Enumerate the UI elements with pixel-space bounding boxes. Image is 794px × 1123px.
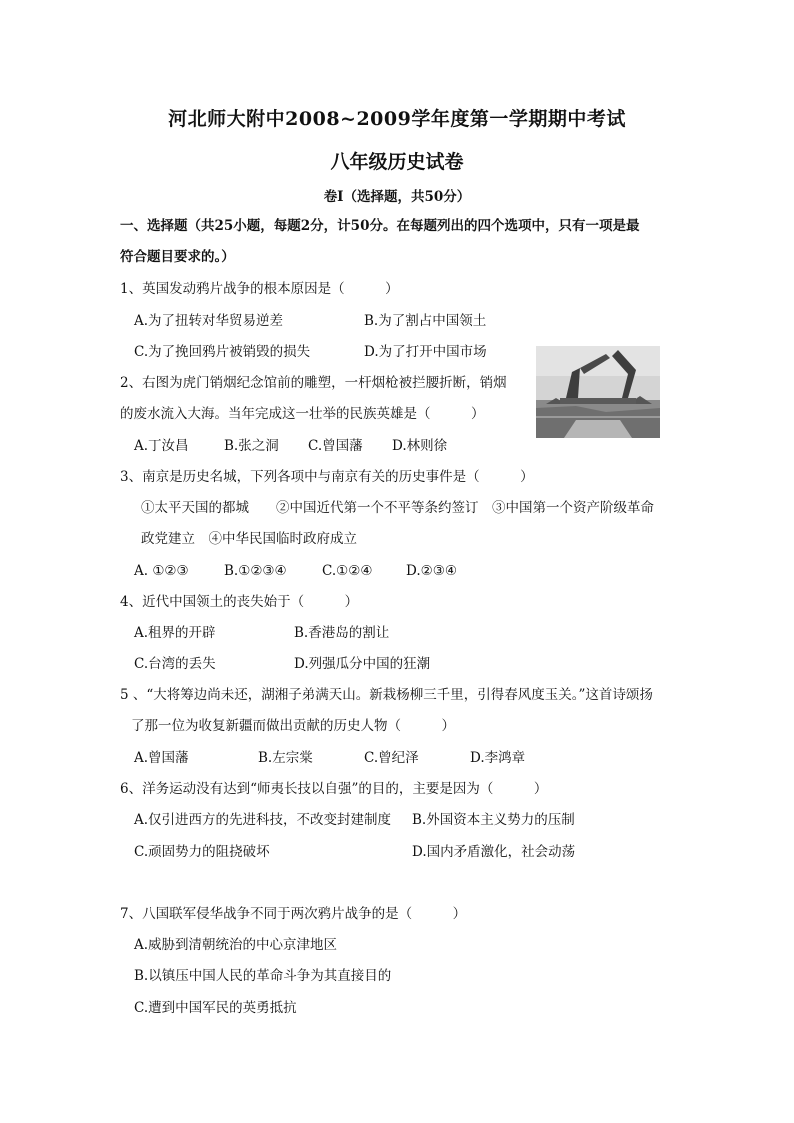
question-7-option-b: B.以镇压中国人民的革命斗争为其直接目的 — [134, 968, 392, 984]
question-7-stem: 7、八国联军侵华战争不同于两次鸦片战争的是（ ） — [120, 906, 467, 922]
question-3-option-a: A. ①②③ — [134, 563, 189, 579]
question-3-stem: 3、南京是历史名城，下列各项中与南京有关的历史事件是（ ） — [120, 469, 534, 485]
question-4-option-b: B.香港岛的割让 — [294, 625, 390, 641]
question-6-option-b: B.外国资本主义势力的压制 — [412, 812, 575, 828]
question-4-stem: 4、近代中国领土的丧失始于（ ） — [120, 594, 359, 610]
question-1-stem: 1、英国发动鸦片战争的根本原因是（ ） — [120, 281, 399, 297]
question-1-option-d: D.为了打开中国市场 — [364, 344, 487, 360]
question-6-option-c: C.顽固势力的阻挠破坏 — [134, 844, 270, 860]
question-5-option-b: B.左宗棠 — [258, 750, 313, 766]
exam-subtitle: 八年级历史试卷 — [330, 151, 464, 173]
question-7-option-c: C.遭到中国军民的英勇抵抗 — [134, 1000, 297, 1016]
question-2-option-b: B.张之洞 — [224, 438, 279, 454]
question-5-option-d: D.李鸿章 — [470, 750, 526, 766]
instructions-line-2: 符合题目要求的。） — [120, 249, 235, 265]
humen-memorial-photo — [536, 346, 660, 438]
instructions-line-1: 一、选择题（共25小题，每题2分，计50分。在每题列出的四个选项中，只有一项是最 — [120, 218, 640, 234]
humen-memorial-sculpture-image — [536, 346, 660, 438]
question-6-option-d: D.国内矛盾激化，社会动荡 — [412, 844, 576, 860]
exam-title: 河北师大附中2008~2009学年度第一学期期中考试 — [168, 108, 626, 130]
question-6-option-a: A.仅引进西方的先进科技，不改变封建制度 — [134, 812, 392, 828]
section-heading: 卷Ⅰ（选择题，共50分） — [323, 189, 471, 205]
question-2-stem-line-2: 的废水流入大海。当年完成这一壮举的民族英雄是（ ） — [120, 406, 485, 422]
question-2-option-c: C.曾国藩 — [308, 438, 363, 454]
question-4-option-c: C.台湾的丢失 — [134, 656, 216, 672]
question-4-option-a: A.租界的开辟 — [134, 625, 216, 641]
question-3-option-d: D.②③④ — [406, 563, 457, 579]
question-1-option-c: C.为了挽回鸦片被销毁的损失 — [134, 344, 311, 360]
question-2-option-d: D.林则徐 — [392, 438, 448, 454]
question-1-option-a: A.为了扭转对华贸易逆差 — [134, 313, 284, 329]
question-3-option-c: C.①②④ — [322, 563, 373, 579]
question-3-items-line-1: ①太平天国的都城 ②中国近代第一个不平等条约签订 ③中国第一个资产阶级革命 — [141, 500, 654, 516]
question-1-option-b: B.为了割占中国领土 — [364, 313, 487, 329]
question-7-option-a: A.威胁到清朝统治的中心京津地区 — [134, 937, 338, 953]
question-4-option-d: D.列强瓜分中国的狂潮 — [294, 656, 431, 672]
question-2-option-a: A.丁汝昌 — [134, 438, 189, 454]
question-5-option-a: A.曾国藩 — [134, 750, 189, 766]
question-6-stem: 6、洋务运动没有达到“师夷长技以自强”的目的，主要是因为（ ） — [120, 781, 548, 797]
question-3-option-b: B.①②③④ — [224, 563, 287, 579]
question-5-option-c: C.曾纪泽 — [364, 750, 419, 766]
question-5-stem-line-1: 5 、“大将筹边尚未还，湖湘子弟满天山。新栽杨柳三千里，引得春风度玉关。”这首诗颂扬 — [120, 687, 653, 703]
question-5-stem-line-2: 了那一位为收复新疆而做出贡献的历史人物（ ） — [131, 718, 455, 734]
question-3-items-line-2: 政党建立 ④中华民国临时政府成立 — [141, 531, 357, 547]
question-2-stem-line-1: 2、右图为虎门销烟纪念馆前的雕塑，一杆烟枪被拦腰折断，销烟 — [120, 375, 507, 391]
